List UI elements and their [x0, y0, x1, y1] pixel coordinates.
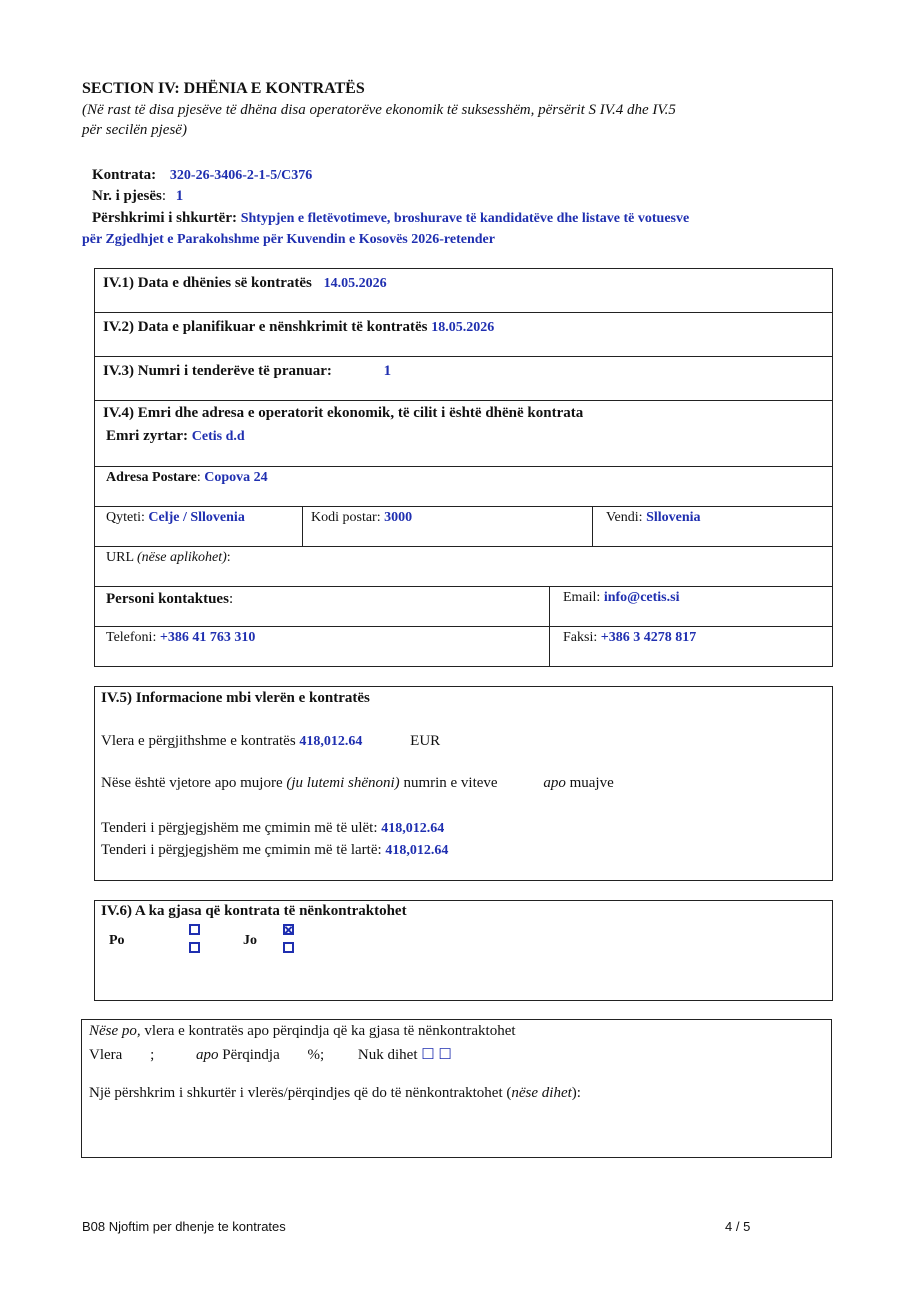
phone-label: Telefoni:: [106, 630, 157, 645]
total-value-row: [101, 733, 440, 750]
iv6-label: IV.6) A ka gjasa që kontrata të nënkontraktohet: [101, 903, 407, 919]
award-date: 14.05.2026: [323, 276, 387, 291]
contact-label: Personi kontaktues: [106, 591, 229, 607]
footer-doc-name: B08 Njoftim per dhenje te kontrates: [82, 1219, 286, 1234]
subcontract-desc-row: [89, 1085, 581, 1102]
part-colon: :: [161, 188, 167, 204]
email-row: [563, 590, 679, 606]
lowest-tender-label: Tenderi i përgjegjshëm me çmimin më të ulët:: [101, 820, 378, 836]
part-number: 1: [175, 188, 184, 204]
highest-tender-row: [101, 842, 448, 859]
contact-colon: :: [228, 591, 234, 607]
section-note-line1: (Në rast të disa pjesëve të dhëna disa operatorëve ekonomik të suksesshëm, përsërit S IV.4 dhe IV.5: [82, 102, 676, 118]
city-value: Celje / Sllovenia: [148, 510, 245, 525]
iv5-label: IV.5) Informacione mbi vlerën e kontratës: [101, 690, 370, 706]
annual-apo: apo: [543, 775, 566, 791]
description-label: Përshkrimi i shkurtër:: [92, 210, 237, 226]
jo-checkbox-checked[interactable]: [283, 924, 294, 935]
country-value: Sllovenia: [646, 510, 701, 525]
iv1-row: [103, 275, 387, 292]
subcontract-line1: [89, 1023, 516, 1040]
zip-value: 3000: [384, 510, 413, 525]
percent-sign: %;: [307, 1047, 325, 1063]
lowest-tender-value: 418,012.64: [381, 821, 445, 836]
address-label: Adresa Postare: [106, 470, 197, 485]
iv4-label: IV.4) Emri dhe adresa e operatorit ekonomik, të cilit i është dhënë kontrata: [103, 405, 584, 421]
zip-row: [311, 510, 412, 526]
iv1-label: IV.1) Data e dhënies së kontratës: [103, 275, 312, 291]
semicolon: ;: [150, 1047, 155, 1063]
tenders-count: 1: [383, 363, 392, 379]
currency: EUR: [410, 733, 441, 749]
contract-number: 320-26-3406-2-1-5/C376: [169, 168, 313, 183]
city-row: Qyteti: Celje / Sllovenia: [106, 510, 245, 525]
annual-post: numrin e viteve: [403, 775, 498, 791]
annual-months: muajve: [569, 775, 614, 791]
address-value: Copova 24: [204, 470, 268, 485]
description-line1: Shtypjen e fletëvotimeve, broshurave të kandidatëve dhe listave të votuesve: [240, 211, 690, 226]
subcontract-line2: [89, 1045, 452, 1064]
part-row: [92, 188, 183, 205]
email-value[interactable]: info@cetis.si: [603, 590, 680, 605]
annual-pre: Nëse është vjetore apo mujore: [101, 775, 283, 791]
highest-tender-value: 418,012.64: [385, 843, 449, 858]
total-value: 418,012.64: [299, 734, 363, 749]
description-line2: për Zgjedhjet e Parakohshme për Kuvendin e Kosovës 2026-retender: [82, 232, 495, 247]
total-value-label: Vlera e përgjithshme e kontratës: [101, 733, 296, 749]
phone-value: +386 41 763 310: [159, 630, 256, 645]
apo-label: apo: [195, 1047, 219, 1063]
subcontract-desc-label: Një përshkrim i shkurtër i vlerës/përqindjes që do të nënkontraktohet (: [89, 1085, 512, 1101]
contract-label: Kontrata:: [92, 167, 157, 183]
country-row: [606, 510, 701, 526]
annual-note: (ju lutemi shënoni): [286, 775, 400, 791]
url-label: URL: [106, 550, 134, 565]
fax-value: +386 3 4278 817: [600, 630, 697, 645]
description-row: [92, 210, 689, 227]
iv2-row: [103, 319, 494, 336]
city-label: Qyteti: [106, 510, 141, 525]
contact-row: [106, 591, 233, 608]
url-colon: :: [226, 550, 231, 565]
subcontract-desc-note: nëse dihet: [511, 1085, 572, 1101]
po-label: Po: [109, 933, 125, 948]
iv2-label: IV.2) Data e planifikuar e nënshkrimit të kontratës: [103, 319, 428, 335]
section-note-line2: për secilën pjesë): [82, 122, 187, 138]
fax-label: Faksi:: [563, 630, 598, 645]
subcontract-value-label: Vlera: [89, 1047, 123, 1063]
annual-row: [101, 775, 614, 792]
signing-date: 18.05.2026: [431, 320, 495, 335]
po-checkbox[interactable]: [189, 942, 200, 953]
address-row: Adresa Postare: Copova 24: [106, 470, 268, 485]
percent-label: Përqindja: [222, 1047, 280, 1063]
jo-checkbox[interactable]: [283, 942, 294, 953]
if-yes-label: Nëse po,: [89, 1023, 141, 1039]
url-row: [106, 550, 231, 566]
official-name-value: Cetis d.d: [191, 429, 245, 444]
url-note: (nëse aplikohet): [136, 550, 227, 565]
subcontract-line1-text: vlera e kontratës apo përqindja që ka gjasa të nënkontraktohet: [144, 1023, 516, 1039]
official-name-label: Emri zyrtar: [106, 428, 184, 444]
page-number: 4 / 5: [725, 1219, 751, 1234]
country-label: Vendi:: [606, 510, 643, 525]
po-checkbox-top[interactable]: [189, 924, 200, 935]
jo-label: Jo: [243, 933, 257, 948]
highest-tender-label: Tenderi i përgjegjshëm me çmimin më të lartë:: [101, 842, 382, 858]
subcontract-desc-end: ):: [571, 1085, 581, 1101]
section-title: SECTION IV: DHËNIA E KONTRATËS: [82, 80, 365, 97]
iv3-label: IV.3) Numri i tenderëve të pranuar:: [103, 363, 332, 379]
part-label: Nr. i pjesës: [92, 188, 162, 204]
phone-row: [106, 630, 255, 646]
zip-label: Kodi postar:: [311, 510, 381, 525]
official-name-row: Emri zyrtar: Cetis d.d: [106, 428, 245, 444]
contract-row: [92, 167, 312, 184]
iv3-row: [103, 363, 391, 380]
fax-row: [563, 630, 696, 646]
email-label: Email:: [563, 590, 601, 605]
unknown-label: Nuk dihet: [357, 1047, 418, 1063]
unknown-checkboxes[interactable]: ☐ ☐: [421, 1047, 452, 1063]
lowest-tender-row: [101, 820, 444, 837]
